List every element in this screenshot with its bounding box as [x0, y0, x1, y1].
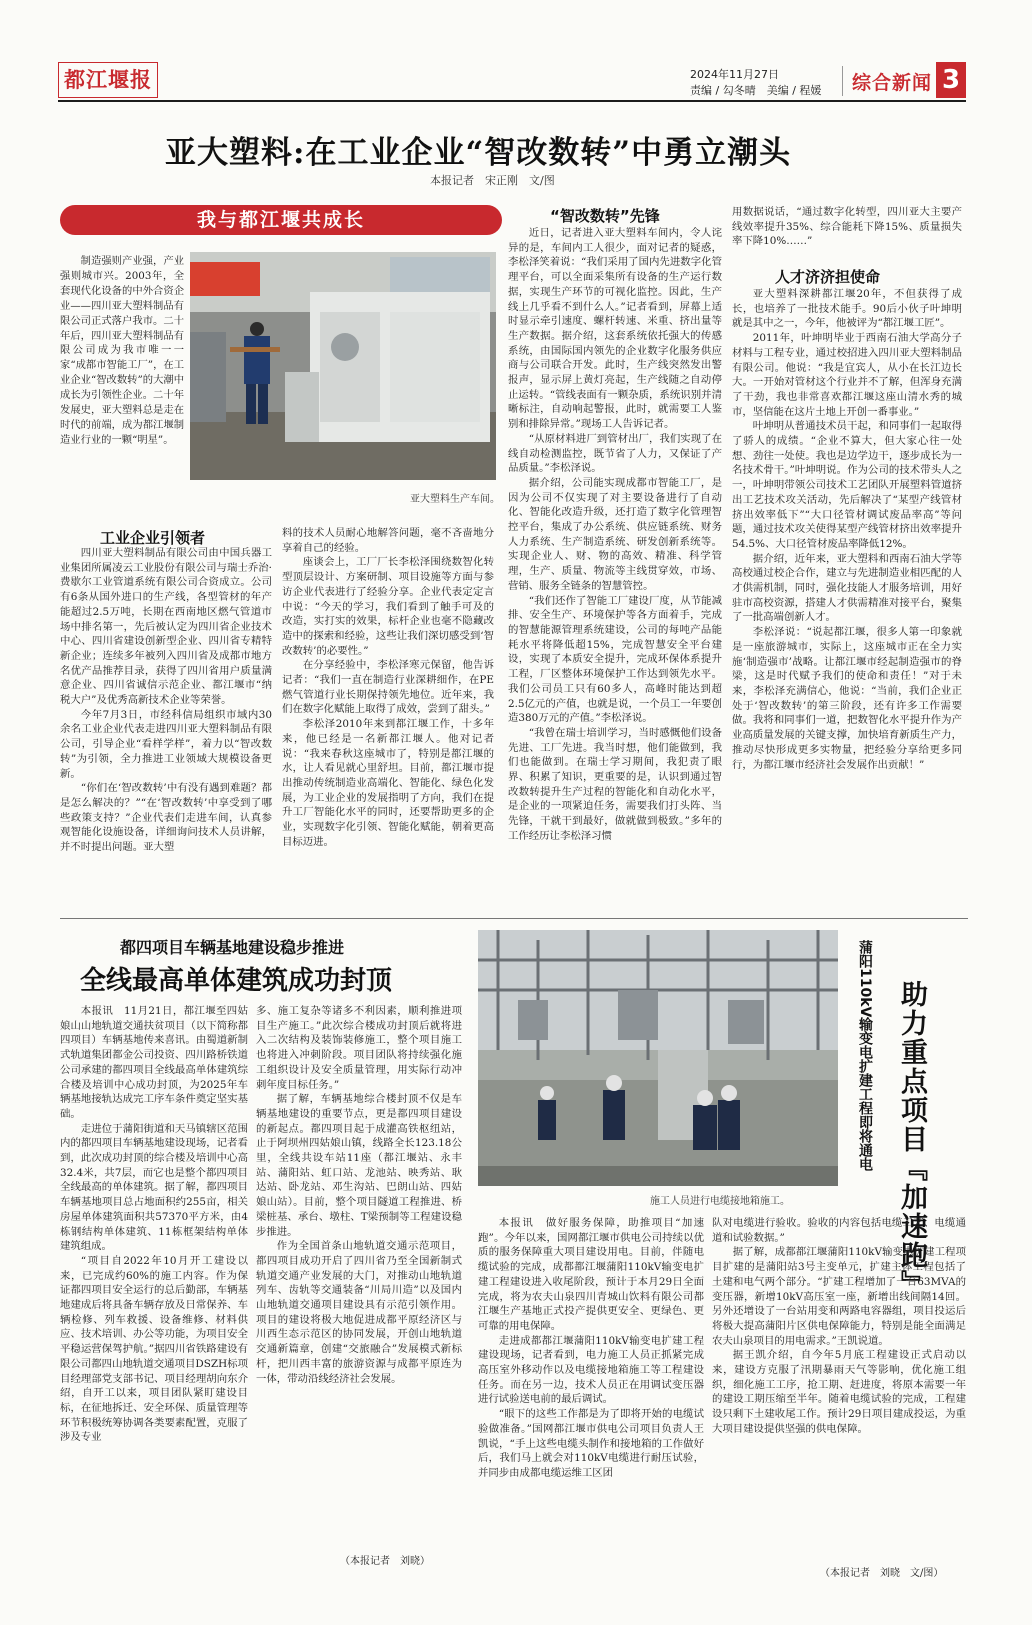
- paragraph: 用数据说话，“通过数字化转型，四川亚大主要产线效率提升35%、综合能耗下降15%、质量损失率下降10%……”: [732, 206, 962, 248]
- paragraph: 据了解，成都都江堰蒲阳110kV输变电扩建工程项目扩建的是蒲阳站3号主变单元，扩建主体工程包括了土建和电气两个部分。“扩建工程增加了一台63MVA的变压器，新增10kV高压室一座，新增出线间隔14回。另外还增设了一台站用变和两路电容器组，项目投运后将极大提高蒲阳片区供电保障能力，特别是能全面满足农夫山泉项目的用电需求。”王凯说道。: [712, 1246, 966, 1347]
- masthead-rule: [58, 100, 966, 102]
- story3-column-1: [478, 1216, 704, 1588]
- paragraph: 队对电缆进行验收。验收的内容包括电缆工艺、电缆通道和试验数据。”: [712, 1217, 966, 1244]
- page-editors: 责编 / 勾冬晴 美编 / 程媛: [690, 84, 822, 97]
- section-divider: [60, 918, 968, 919]
- substation-photo-caption: 施工人员进行电缆接地箱施工。: [650, 1196, 790, 1207]
- paragraph: 本报讯 11月21日，都江堰至四姑娘山山地轨道交通扶贫项目（以下简称都四项目）车辆基地传来喜讯。由蜀道新制式轨道集团都金公司投资、四川路桥铁道公司承建的都四项目全线最高单体建筑综合楼及培训中心成功封顶，为2025年车辆基地接轨达成完工序车条件奠定坚实基础。: [60, 1005, 248, 1120]
- substation-photo: [478, 930, 838, 1186]
- paragraph: “眼下的这些工作都是为了即将开始的电缆试验做准备。”国网都江堰市供电公司项目负责人王凯说，“手上这些电缆头制作和接地箱的工作做好后，我们马上就会对110kV电缆进行耐压试验，并同步由成都电缆运维工区团: [478, 1408, 704, 1479]
- story2-byline: （本报记者 刘晓）: [340, 1556, 430, 1567]
- story1-column-3: [508, 226, 722, 912]
- paragraph: 李松泽2010年来到都江堰工作，十多年来，他已经是一名新都江堰人。他对记者说：“我来春秋这座城市了，特别是都江堰的水，让人看见就心里舒坦。目前，都江堰市提出推动传统制造业高端化、智能化、绿色化发展，为工业企业的发展指明了方向，我们在提升工厂智能化水平的同时，还要帮助更多的企业，实现数字化引领、智能化赋能，朝着更高目标迈进。: [282, 718, 494, 848]
- factory-photo: [190, 252, 496, 480]
- section-title-talent: 人才济济担使命: [775, 268, 881, 286]
- paragraph: 叶坤明从普通技术员干起，和同事们一起取得了骄人的成绩。“企业不算大，但大家心往一处想、劲往一处使。我也是边学边干，逐步成长为一名技术骨干。”叶坤明说。作为公司的技术带头人之一，叶坤明带领公司技术工艺团队开展塑料管道挤出工艺技术攻关活动，先后解决了“某型产线管材挤出效率低下”“大口径管材调试废品率高”等问题，通过技术攻关使得某型产线管材挤出效率提升54.5%、大口径管材废品率降低12%。: [732, 420, 962, 550]
- page-number: 3: [936, 62, 966, 98]
- substation-photo-image: [478, 930, 838, 1186]
- factory-photo-caption: 亚大塑料生产车间。: [410, 494, 500, 505]
- paragraph: 多、施工复杂等诸多不利因素，顺利推进项目生产施工。”此次综合楼成功封顶后就将进入二次结构及装饰装修施工，整个项目施工也将进入冲刺阶段。项目团队将持续强化施工组织设计及安全质量管理，用实际行动冲刺年度目标任务。”: [256, 1005, 462, 1091]
- paragraph: 座谈会上，工厂厂长李松泽围绕数智化转型顶层设计、方案研制、项目设施等方面与参访企业代表进行了经验分享。企业代表定定言中说：“今天的学习，我们看到了触手可及的改造，实打实的效果，标杆企业也毫不隐藏改造中的探索和经验，这些让我们深切感受到‘智改数转’的必要性。”: [282, 556, 494, 657]
- paragraph: 2011年，叶坤明毕业于西南石油大学高分子材料与工程专业，通过校招进入四川亚大塑料制品有限公司。他说：“我是宜宾人，从小在长江边长大。一开始对管材这个行业并不了解，但浑身充满了干劲，我也非常喜欢都江堰这座山清水秀的城市，坚信能在这片土地上开创一番事业。”: [732, 332, 962, 418]
- story1-column-4-top: [732, 205, 962, 253]
- factory-photo-image: [190, 252, 496, 480]
- story3-column-2: [712, 1216, 966, 1558]
- paragraph: 据了解，车辆基地综合楼封顶不仅是车辆基地建设的重要节点，更是都四项目建设的新起点。都四项目起于成灌高铁枢纽站，止于阿坝州四姑娘山镇，线路全长123.18公里，全线共设车站11座（都江堰站、永丰站、蒲阳站、虹口站、龙池站、映秀站、耿达站、卧龙站、邓生沟站、巴朗山站、四姑娘山站）。目前，整个项目隧道工程推进、桥梁桩基、承台、墩柱、T梁预制等工程建设稳步推进。: [256, 1093, 462, 1238]
- section-name: 综合新闻: [852, 72, 933, 94]
- paragraph: “我们还作了智能工厂建设厂度，从节能减排、安全生产、环境保护等各方面着手，完成的智慧能源管理系统建设，公司的每吨产品能耗水平将降低超15%，完成智慧安全平台建设，实现了本质安全提升，完成环保体系提升工程，厂区整体环境保护工作达到领先水平。我们公司员工只有60多人，高峰时能达到超2.5亿元的产值，也就是说，一个员工一年要创造380万元的产值。”李松泽说。: [508, 594, 722, 725]
- story2-column-2: [256, 1004, 462, 1544]
- section-title-leader: 工业企业引领者: [100, 529, 206, 547]
- column-banner: 我与都江堰共成长: [60, 205, 502, 235]
- story1-column-2: [282, 526, 494, 912]
- paragraph: 四川亚大塑料制品有限公司由中国兵器工业集团所属凌云工业股份有限公司与瑞士乔治·费歇尔工业管道系统有限公司合资成立。公司有6条从国外进口的生产线，各型管材的年产能超过2.5万吨，长期在西南地区燃气管道市场中排名第一，先后被认定为四川省企业技术中心、四川省建设创新型企业、四川省专精特新企业；连续多年被列入四川省及成都市地方名优产品推荐目录，获得了四川省用户质量满意企业、四川省诚信示范企业、都江堰市“纳税大户”及优秀高新技术企业等荣誉。: [60, 547, 272, 707]
- issue-date: 2024年11月27日: [690, 68, 779, 81]
- story1-byline: 本报记者 宋正刚 文/图: [430, 174, 555, 187]
- story1-headline: 亚大塑料:在工业企业“智改数转”中勇立潮头: [165, 135, 792, 171]
- paragraph: 亚大塑料深耕都江堰20年，不但获得了成长，也培养了一批技术能手。90后小伙子叶坤明就是其中之一，今年，他被评为“都江堰工匠”。: [732, 288, 962, 330]
- story2-kicker: 都四项目车辆基地建设稳步推进: [120, 938, 345, 957]
- paragraph: 料的技术人员耐心地解答问题，毫不吝啬地分享着自己的经验。: [282, 527, 494, 554]
- paragraph: 近日，记者进入亚大塑料车间内，令人诧异的是，车间内工人很少，面对记者的疑惑，李松泽笑着说：“我们采用了国内先进数字化管理平台，可以全面采集所有设备的生产运行数据，实现生产环节的可视化监控。因此，生产线上几乎看不到什么人。”记者看到，屏幕上适时显示牵引速度、螺杆转速、米重、挤出量等生产数据。据介绍，这套系统依托强大的传感系统，由国际国内领先的企业数字化服务供应商与公司联合开发。此时，生产线突然发出警报声，显示屏上黄灯亮起，生产线随之自动停止运转。“管线表面有一颗杂质，系统识别并清晰标注，自动响起警报，此时，就需要工人鉴别和排除异常。”现场工人告诉记者。: [508, 227, 722, 431]
- section-title-pioneer: “智改数转”先锋: [550, 207, 660, 225]
- newspaper-logo: 都江堰报: [58, 62, 158, 98]
- story2-column-1: [60, 1004, 248, 1570]
- paragraph: 李松泽说：“说起都江堰，很多人第一印象就是一座旅游城市，实际上，这座城市正在全力实施‘制造强市’战略。让都江堰市经起制造强市的脊梁，这是时代赋予我们的使命和责任！”对于未来，李松泽充满信心，他说：“当前，我们企业正处于‘智改数转’的第三阶段，还有许多工作需要做。我将和同事们一道，把数智化水平提升作为产业高质量发展的关键支撑，加快培育新质生产力，推动尽快形成更多实物量，把经验分享给更多同行，为都江堰市经济社会发展作出贡献！”: [732, 626, 962, 771]
- story3-vertical-subtitle: 蒲阳110kV输变电扩建工程即将通电: [857, 940, 873, 1172]
- story3-byline: （本报记者 刘晓 文/图）: [820, 1568, 944, 1579]
- story1-column-1: [60, 546, 272, 912]
- story2-headline: 全线最高单体建筑成功封顶: [80, 966, 393, 996]
- paragraph: “你们在‘智改数转’中有没有遇到难题？都是怎么解决的？”“在‘智改数转’中享受到了哪些政策支持？”企业代表们走进车间，认真参观智能化设施设备，详细询问技术人员讲解，并不时提出问题。亚大塑: [60, 782, 272, 854]
- story3-vertical-title: 助力重点项目『加速跑』: [896, 980, 927, 1299]
- paragraph: 本报讯 做好服务保障，助推项目“加速跑”。今年以来，国网都江堰市供电公司持续以优质的服务保障重大项目建设用电。目前，伴随电缆试验的完成，成都都江堰蒲阳110kV输变电扩建工程建设进入收尾阶段，预计于本月29日全面完成，将为农夫山泉四川青城山饮料有限公司都江堰生产基地正式投产提供更安全、更绿色、更可靠的用电保障。: [478, 1217, 704, 1332]
- paragraph: 走进成都都江堰蒲阳110kV输变电扩建工程建设现场，记者看到，电力施工人员正抓紧完成高压室外移动作以及电缆接地箱施工等工程建设任务。而在另一边，技术人员正在用调试变压器进行试验送电前的最后调试。: [478, 1334, 704, 1406]
- paragraph: 据王凯介绍，自今年5月底工程建设正式启动以来，建设方克服了汛期暴雨天气等影响，优化施工组织，细化施工工序，抢工期、赶进度，将原本需要一年的建设工期压缩至半年。随着电缆试验的完成，工程建设只剩下土建收尾工作。预计29日项目建成投运，为重大项目建设提供坚强的供电保障。: [712, 1349, 966, 1435]
- paragraph: “我曾在瑞士培训学习，当时感慨他们设备先进、工厂先进。我当时想，他们能做到，我们也能做到。在瑞士学习期间，我犯责了眼界、积累了知识，更重要的是，认识到通过智改数转提升生产过程的智能化和自动化水平，是企业的一项紧迫任务，需要我们打头阵、当先锋，干就干到最好，做就做到极致。”多年的工作经历让李松泽习惯: [508, 726, 722, 842]
- paragraph: 作为全国首条山地轨道交通示范项目，都四项目成功开启了四川省乃至全国新制式轨道交通产业发展的大门，对推动山地轨道列车、齿轨等交通装备“川局川造”以及国内山地轨道交通项目建设具有示范引领作用。项目的建设将极大地促进成都平原经济区与川西生态示范区的协同发展，开创山地轨道交通新篇章，创建“交旅融合”发展模式新标杆，把川西丰富的旅游资源与成都平原连为一体，带动沿线经济社会发展。: [256, 1240, 462, 1385]
- story1-column-4: [732, 287, 962, 912]
- paragraph: 在分享经验中，李松泽寒元保留，他告诉记者：“我们一直在制造行业深耕细作，在PE燃气管道行业长期保持领先地位。近年来，我们在数字化赋能上取得了成效，尝到了甜头。”: [282, 659, 494, 716]
- paragraph: 今年7月3日，市经科信局组织市域内30余名工业企业代表走进四川亚大塑料制品有限公司，引导企业“看样学样”，着力以“智改数转”为引领，全力推进工业领域大规模设备更新。: [60, 708, 272, 780]
- paragraph: 据介绍，公司能实现成都市智能工厂，是因为公司不仅实现了对主要设备进行了自动化、智能化改造升级，还打造了数字化管理智控平台，集成了办公系统、供应链系统、财务人力系统、生产制造系统、研发创新系统等。实现企业人、财、物的高效、精准、科学管理，生产、质量、物流等主线贯穿效，市场、营销、服务全链条的智慧管控。: [508, 476, 722, 592]
- paragraph: 据介绍，近年来，亚大塑料和西南石油大学等高校通过校企合作，建立与先进制造业相匹配的人才供需机制，同时，强化技能人才服务培训，用好驻市高校资源，搭建人才供需精准对接平台，聚集了一批高端创新人才。: [732, 552, 962, 624]
- masthead-divider: [842, 66, 843, 96]
- paragraph: “从原材料进厂到管材出厂，我们实现了在线自动检测监控，既节省了人力，又保证了产品质量。”李松泽说。: [508, 432, 722, 475]
- paragraph: 走进位于蒲阳街道和天马镇辖区范围内的都四项目车辆基地建设现场，记者看到，此次成功封顶的综合楼及培训中心高32.4米，共7层，而它也是整个都四项目全线最高的单体建筑。据了解，都四项目车辆基地项目总占地面积约255亩，相关房屋单体建筑面积共57370平方米，由4栋钢结构单体建筑、11栋框架结构单体建筑组成。: [60, 1122, 248, 1253]
- paragraph: “项目自2022年10月开工建设以来，已完成约60%的施工内容。作为保证都四项目安全运行的总后勤部，车辆基地建成后将具备车辆存放及日常保养、车辆检修、列车救援、设备维修、材料供应、技术培训、办公等功能，为项目安全平稳运营保驾护航。”据四川省铁路建设有限公司都四山地轨道交通项目DSZH标项目经理部党支部书记、项目经理胡向东介绍，自开工以来，项目团队紧盯建设目标，在征地拆迁、安全环保、质量管理等环节积极统筹协调各类要素配置，克服了涉及专业: [60, 1254, 248, 1444]
- story1-intro: 制造强则产业强，产业强则城市兴。2003年，全套现代化设备的中外合资企业——四川亚大塑料制品有限公司正式落户我市。二十年后，四川亚大塑料制品有限公司成为我市唯一一家“成都市智能工厂”，在工业企业“智改数转”的大潮中成长为引领性企业。二十年发展史，亚大塑料总是走在时代的前端，成为都江堰制造业行业的一颗“明星”。: [60, 255, 184, 446]
